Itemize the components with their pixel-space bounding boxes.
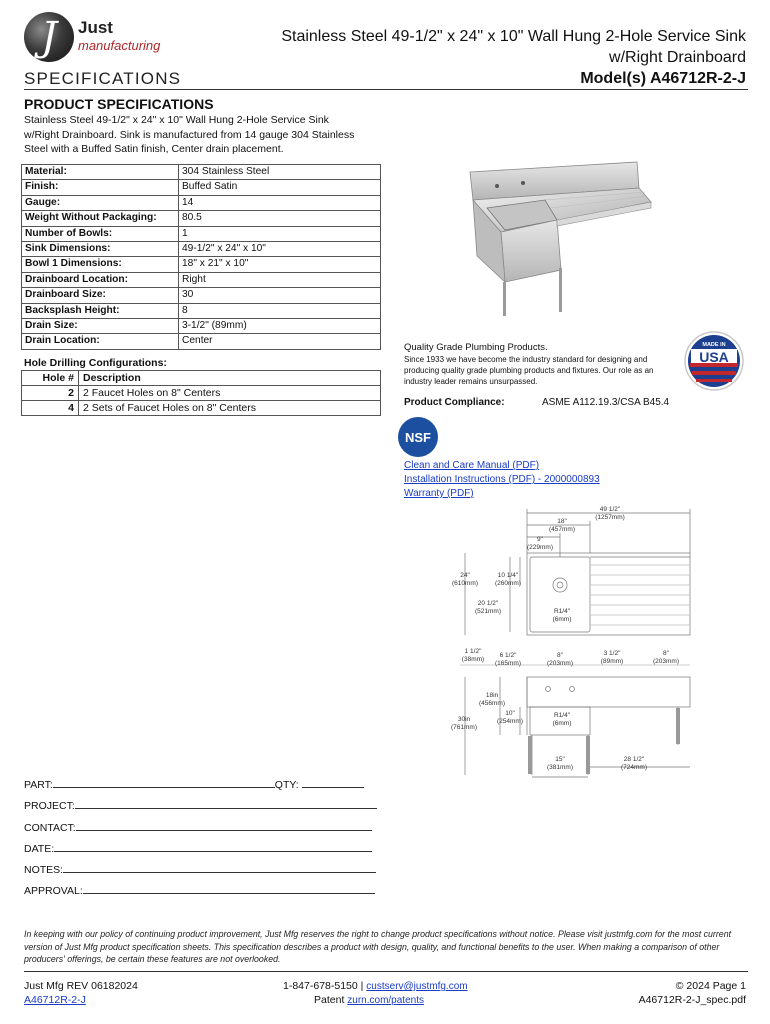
dim-drain-diameter: 3 1/2" (603, 650, 621, 657)
date-line[interactable] (54, 841, 372, 852)
care-manual-link[interactable]: Clean and Care Manual (PDF) (404, 460, 540, 471)
project-label: PROJECT: (24, 800, 75, 812)
spec-row (22, 195, 381, 210)
dim-drain-offset: 9" (537, 536, 543, 543)
spec-table (21, 164, 381, 350)
logo-just-text: Just (78, 18, 113, 37)
dim-drain-front-mm: (260mm) (494, 580, 522, 587)
dim-center: 8" (557, 652, 563, 659)
hole-description: 2 Sets of Faucet Holes on 8" Centers (79, 401, 381, 416)
spec-label: Number of Bowls: (22, 226, 179, 241)
dim-bowl-depth-side: 10" (505, 710, 515, 717)
dim-overall: 49 1/2" (599, 506, 621, 513)
dim-edge-mm: (38mm) (461, 656, 485, 663)
hole-row (22, 386, 381, 401)
product-description: Stainless Steel 49-1/2" x 24" x 10" Wall Hung 2-Hole Service Sink w/Right Drainboard. Sink is manufactured from 14 gauge 304 Stainless Steel with a Buffed Satin finish, Center drain placement. (24, 114, 355, 155)
date-label: DATE: (24, 843, 55, 855)
part-field[interactable] (24, 777, 364, 791)
dim-drain-diameter-mm: (89mm) (600, 658, 624, 665)
dim-bowl-depth-side-mm: (254mm) (496, 718, 524, 725)
compliance-value: ASME A112.19.3/CSA B45.4 (542, 397, 670, 408)
spec-label: Material: (22, 165, 179, 180)
qty-line[interactable] (302, 777, 364, 788)
spec-row (22, 257, 381, 272)
dim-total-height-mm: (761mm) (450, 724, 478, 731)
spec-value: Buffed Satin (179, 180, 381, 195)
dimension-drawing (420, 505, 720, 785)
badge-usa-text: USA (699, 349, 729, 365)
hole-number: 2 (22, 386, 79, 401)
warranty-link[interactable]: Warranty (PDF) (404, 488, 474, 499)
dim-bowl-depth: 20 1/2" (477, 600, 499, 607)
product-title-line2: w/Right Drainboard (609, 49, 746, 66)
specifications-title: SPECIFICATIONS (24, 69, 182, 88)
notes-field[interactable] (24, 862, 376, 876)
footer-email-link[interactable]: custserv@justmfg.com (366, 981, 468, 992)
spec-label: Backsplash Height: (22, 303, 179, 318)
spec-label: Drainboard Location: (22, 272, 179, 287)
footer-contact (283, 980, 468, 992)
footer-divider (24, 971, 748, 972)
spec-row (22, 334, 381, 349)
spec-row (22, 165, 381, 180)
spec-row (22, 242, 381, 257)
hole-description-header: Description (79, 371, 381, 386)
dim-board-length-mm: (724mm) (620, 764, 648, 771)
made-in-usa-badge (684, 331, 744, 391)
spec-label: Drain Size: (22, 319, 179, 334)
dim-bowl-width-mm: (457mm) (548, 526, 576, 533)
hole-number: 4 (22, 401, 79, 416)
approval-label: APPROVAL: (24, 885, 83, 897)
spec-row (22, 226, 381, 241)
footer-model-link[interactable]: A46712R-2-J (24, 994, 86, 1006)
compliance-label: Product Compliance: (404, 397, 505, 408)
spec-value: 49-1/2" x 24" x 10" (179, 242, 381, 257)
dim-center-mm: (203mm) (546, 660, 574, 667)
footer-patent-link[interactable]: zurn.com/patents (347, 995, 424, 1006)
dim-sink-height: 18in (485, 692, 499, 699)
dim-radius-mm: (6mm) (552, 616, 572, 623)
spec-row (22, 211, 381, 226)
approval-line[interactable] (83, 883, 375, 894)
footer-revision: Just Mfg REV 06182024 (24, 980, 138, 992)
qty-label: QTY: (274, 779, 299, 791)
project-field[interactable] (24, 798, 377, 812)
logo-manufacturing-text: manufacturing (78, 38, 161, 53)
spec-value: 30 (179, 288, 381, 303)
spec-value: 14 (179, 195, 381, 210)
hole-drilling-table (21, 370, 381, 416)
disclaimer-text: In keeping with our policy of continuing product improvement, Just Mfg reserves the right to change product specifications without notice. Please visit justmfg.com for the most current version of Just Mfg product specification sheets. This specification describes a product with design, quality, and functional benefits to the user. When making a comparison of other producers' offerings, be certain these features are not overlooked. (24, 929, 732, 964)
approval-field[interactable] (24, 883, 375, 897)
spec-label: Sink Dimensions: (22, 242, 179, 257)
spec-value: 8 (179, 303, 381, 318)
project-line[interactable] (75, 798, 377, 809)
spec-row (22, 303, 381, 318)
footer-copyright: © 2024 Page 1 (675, 980, 746, 992)
dim-hole1: 6 1/2" (499, 652, 517, 659)
spec-label: Weight Without Packaging: (22, 211, 179, 226)
contact-field[interactable] (24, 820, 372, 834)
spec-label: Drain Location: (22, 334, 179, 349)
dim-edge: 1 1/2" (464, 648, 482, 655)
spec-value: 304 Stainless Steel (179, 165, 381, 180)
contact-label: CONTACT: (24, 822, 76, 834)
badge-made-in-text: MADE IN (702, 342, 726, 348)
hole-drilling-heading: Hole Drilling Configurations: (24, 357, 167, 369)
installation-instructions-link[interactable]: Installation Instructions (PDF) - 2000000893 (404, 474, 600, 485)
header-divider (24, 89, 748, 90)
dim-drain-front: 10 1/4" (497, 572, 519, 579)
dim-depth: 24" (460, 572, 470, 579)
part-label: PART: (24, 779, 53, 791)
footer-filename: A46712R-2-J_spec.pdf (638, 994, 746, 1006)
footer-patent-label: Patent (314, 994, 348, 1006)
contact-line[interactable] (76, 820, 372, 831)
nsf-text: NSF (405, 430, 431, 445)
dim-backsplash-mm: (203mm) (652, 658, 680, 665)
product-title (206, 26, 746, 68)
sink-product-image (465, 160, 655, 320)
spec-row (22, 180, 381, 195)
dim-radius-side-mm: (6mm) (552, 720, 572, 727)
dim-backsplash: 8" (663, 650, 669, 657)
spec-label: Bowl 1 Dimensions: (22, 257, 179, 272)
spec-value: 3-1/2" (89mm) (179, 319, 381, 334)
dim-sink-height-mm: (456mm) (478, 700, 506, 707)
dim-hole1-mm: (165mm) (494, 660, 522, 667)
spec-value: Right (179, 272, 381, 287)
product-specifications-heading: PRODUCT SPECIFICATIONS (24, 96, 214, 112)
dim-board-length: 28 1/2" (623, 756, 645, 763)
spec-row (22, 319, 381, 334)
spec-value: 1 (179, 226, 381, 241)
dim-leg-span: 15" (555, 756, 565, 763)
date-field[interactable] (24, 841, 372, 855)
dim-bowl-width: 18" (557, 518, 567, 525)
dim-overall-mm: (1257mm) (595, 514, 625, 521)
logo-mark: J (40, 14, 58, 60)
dim-depth-mm: (610mm) (451, 580, 479, 587)
quality-text: Since 1933 we have become the industry standard for designing and producing quality grade plumbing products and fixtures. Our role as an industry leader remains unsurpassed. (404, 355, 654, 386)
spec-row (22, 288, 381, 303)
hole-row (22, 401, 381, 416)
dim-total-height: 30in (457, 716, 471, 723)
footer-patent (314, 994, 424, 1006)
dim-bowl-depth-mm: (521mm) (474, 608, 502, 615)
hole-number-header: Hole # (22, 371, 79, 386)
product-title-line1: Stainless Steel 49-1/2" x 24" x 10" Wall Hung 2-Hole Service Sink (281, 28, 746, 45)
quality-title: Quality Grade Plumbing Products. (404, 342, 548, 353)
model-number: Model(s) A46712R-2-J (580, 70, 746, 87)
spec-row (22, 272, 381, 287)
footer-phone: 1-847-678-5150 | (283, 980, 367, 992)
part-line[interactable] (53, 777, 275, 788)
dim-leg-span-mm: (381mm) (546, 764, 574, 771)
hole-description: 2 Faucet Holes on 8" Centers (79, 386, 381, 401)
spec-value: Center (179, 334, 381, 349)
spec-label: Finish: (22, 180, 179, 195)
spec-label: Gauge: (22, 195, 179, 210)
nsf-logo (397, 416, 439, 458)
notes-line[interactable] (63, 862, 376, 873)
dim-radius-side: R1/4" (553, 712, 571, 719)
spec-value: 80.5 (179, 211, 381, 226)
dim-radius: R1/4" (553, 608, 571, 615)
notes-label: NOTES: (24, 864, 64, 876)
dim-drain-offset-mm: (229mm) (526, 544, 554, 551)
spec-value: 18" x 21" x 10" (179, 257, 381, 272)
spec-label: Drainboard Size: (22, 288, 179, 303)
